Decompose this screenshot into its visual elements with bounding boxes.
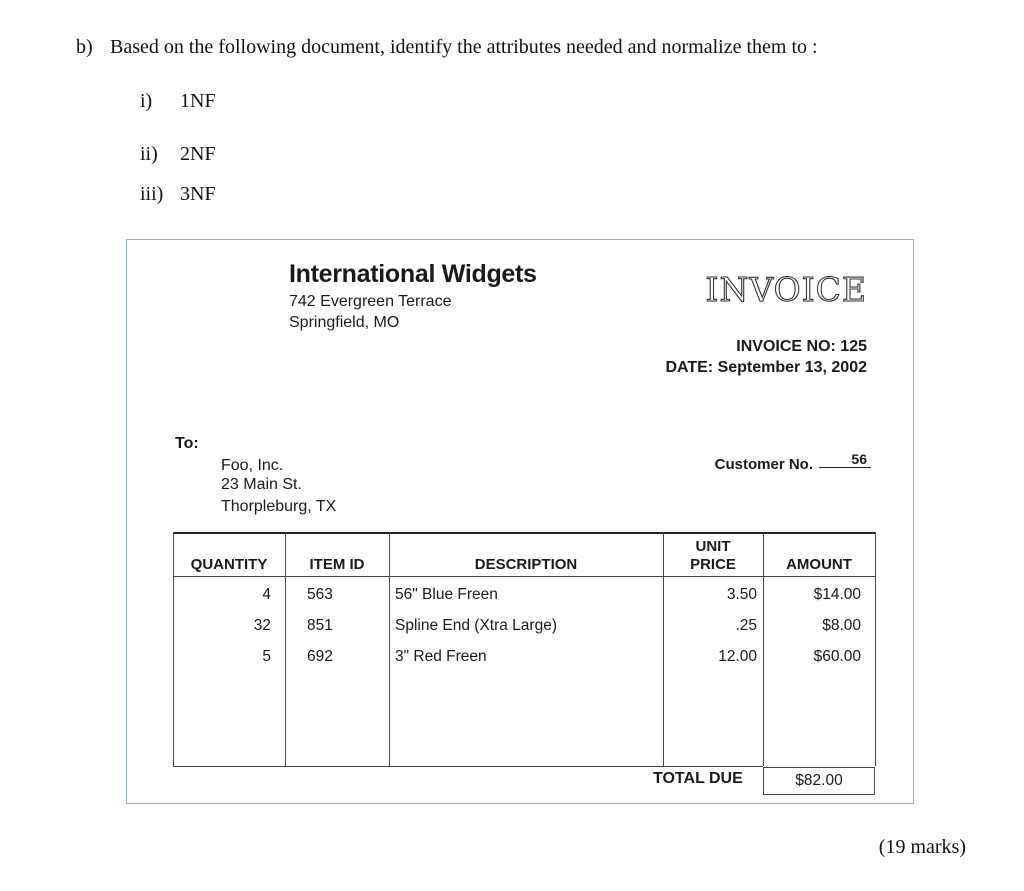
question-label: b) [76,36,93,58]
cell-unit-price: .25 [735,617,757,634]
question-text: Based on the following document, identify the attributes needed and normalize them to : [110,36,818,58]
total-due-label: TOTAL DUE [653,770,743,787]
cell-quantity: 32 [253,617,271,634]
cell-item-id: 692 [307,648,333,665]
cell-amount: $60.00 [813,648,861,665]
column-header-unit-price: UNIT PRICE [690,538,736,573]
invoice-title: INVOICE [705,270,867,309]
cell-unit-price: 3.50 [726,586,757,603]
invoice-document [126,239,914,804]
cell-quantity: 5 [262,648,271,665]
table-column-divider [875,532,876,766]
to-address-line: Foo, Inc. [221,457,284,474]
company-address-line: 742 Evergreen Terrace [289,293,452,310]
cell-description: 56" Blue Freen [395,586,498,603]
column-header-amount: AMOUNT [786,556,852,573]
to-address-line: Thorpleburg, TX [221,498,337,515]
column-header-quantity: QUANTITY [190,556,268,573]
cell-description: 3" Red Freen [395,648,487,665]
to-label: To: [175,435,199,452]
table-top-border [173,532,875,534]
sub-question-2: ii) 2NF [140,143,216,165]
marks-label: (19 marks) [878,836,966,858]
to-address-line: 23 Main St. [221,476,302,493]
cell-unit-price: 12.00 [718,648,757,665]
customer-number: 56 [819,451,871,468]
cell-amount: $8.00 [822,617,861,634]
cell-item-id: 851 [307,617,333,634]
column-header-description: DESCRIPTION [474,556,578,573]
company-name: International Widgets [289,260,537,288]
table-header-divider [173,576,875,577]
line-items-table [173,532,875,766]
cell-item-id: 563 [307,586,333,603]
table-bottom-border [173,766,763,767]
total-due-value: $82.00 [763,767,875,795]
question-intro [76,36,818,59]
customer-label: Customer No. [714,456,813,473]
sub-question-3: iii) 3NF [140,183,216,205]
column-header-item-id: ITEM ID [309,556,365,573]
invoice-number: INVOICE NO: 125 [736,338,867,355]
company-address-line: Springfield, MO [289,314,400,331]
cell-amount: $14.00 [813,586,861,603]
sub-question-1: i) 1NF [140,90,216,112]
invoice-date: DATE: September 13, 2002 [665,359,867,376]
cell-quantity: 4 [262,586,271,603]
cell-description: Spline End (Xtra Large) [395,617,557,634]
